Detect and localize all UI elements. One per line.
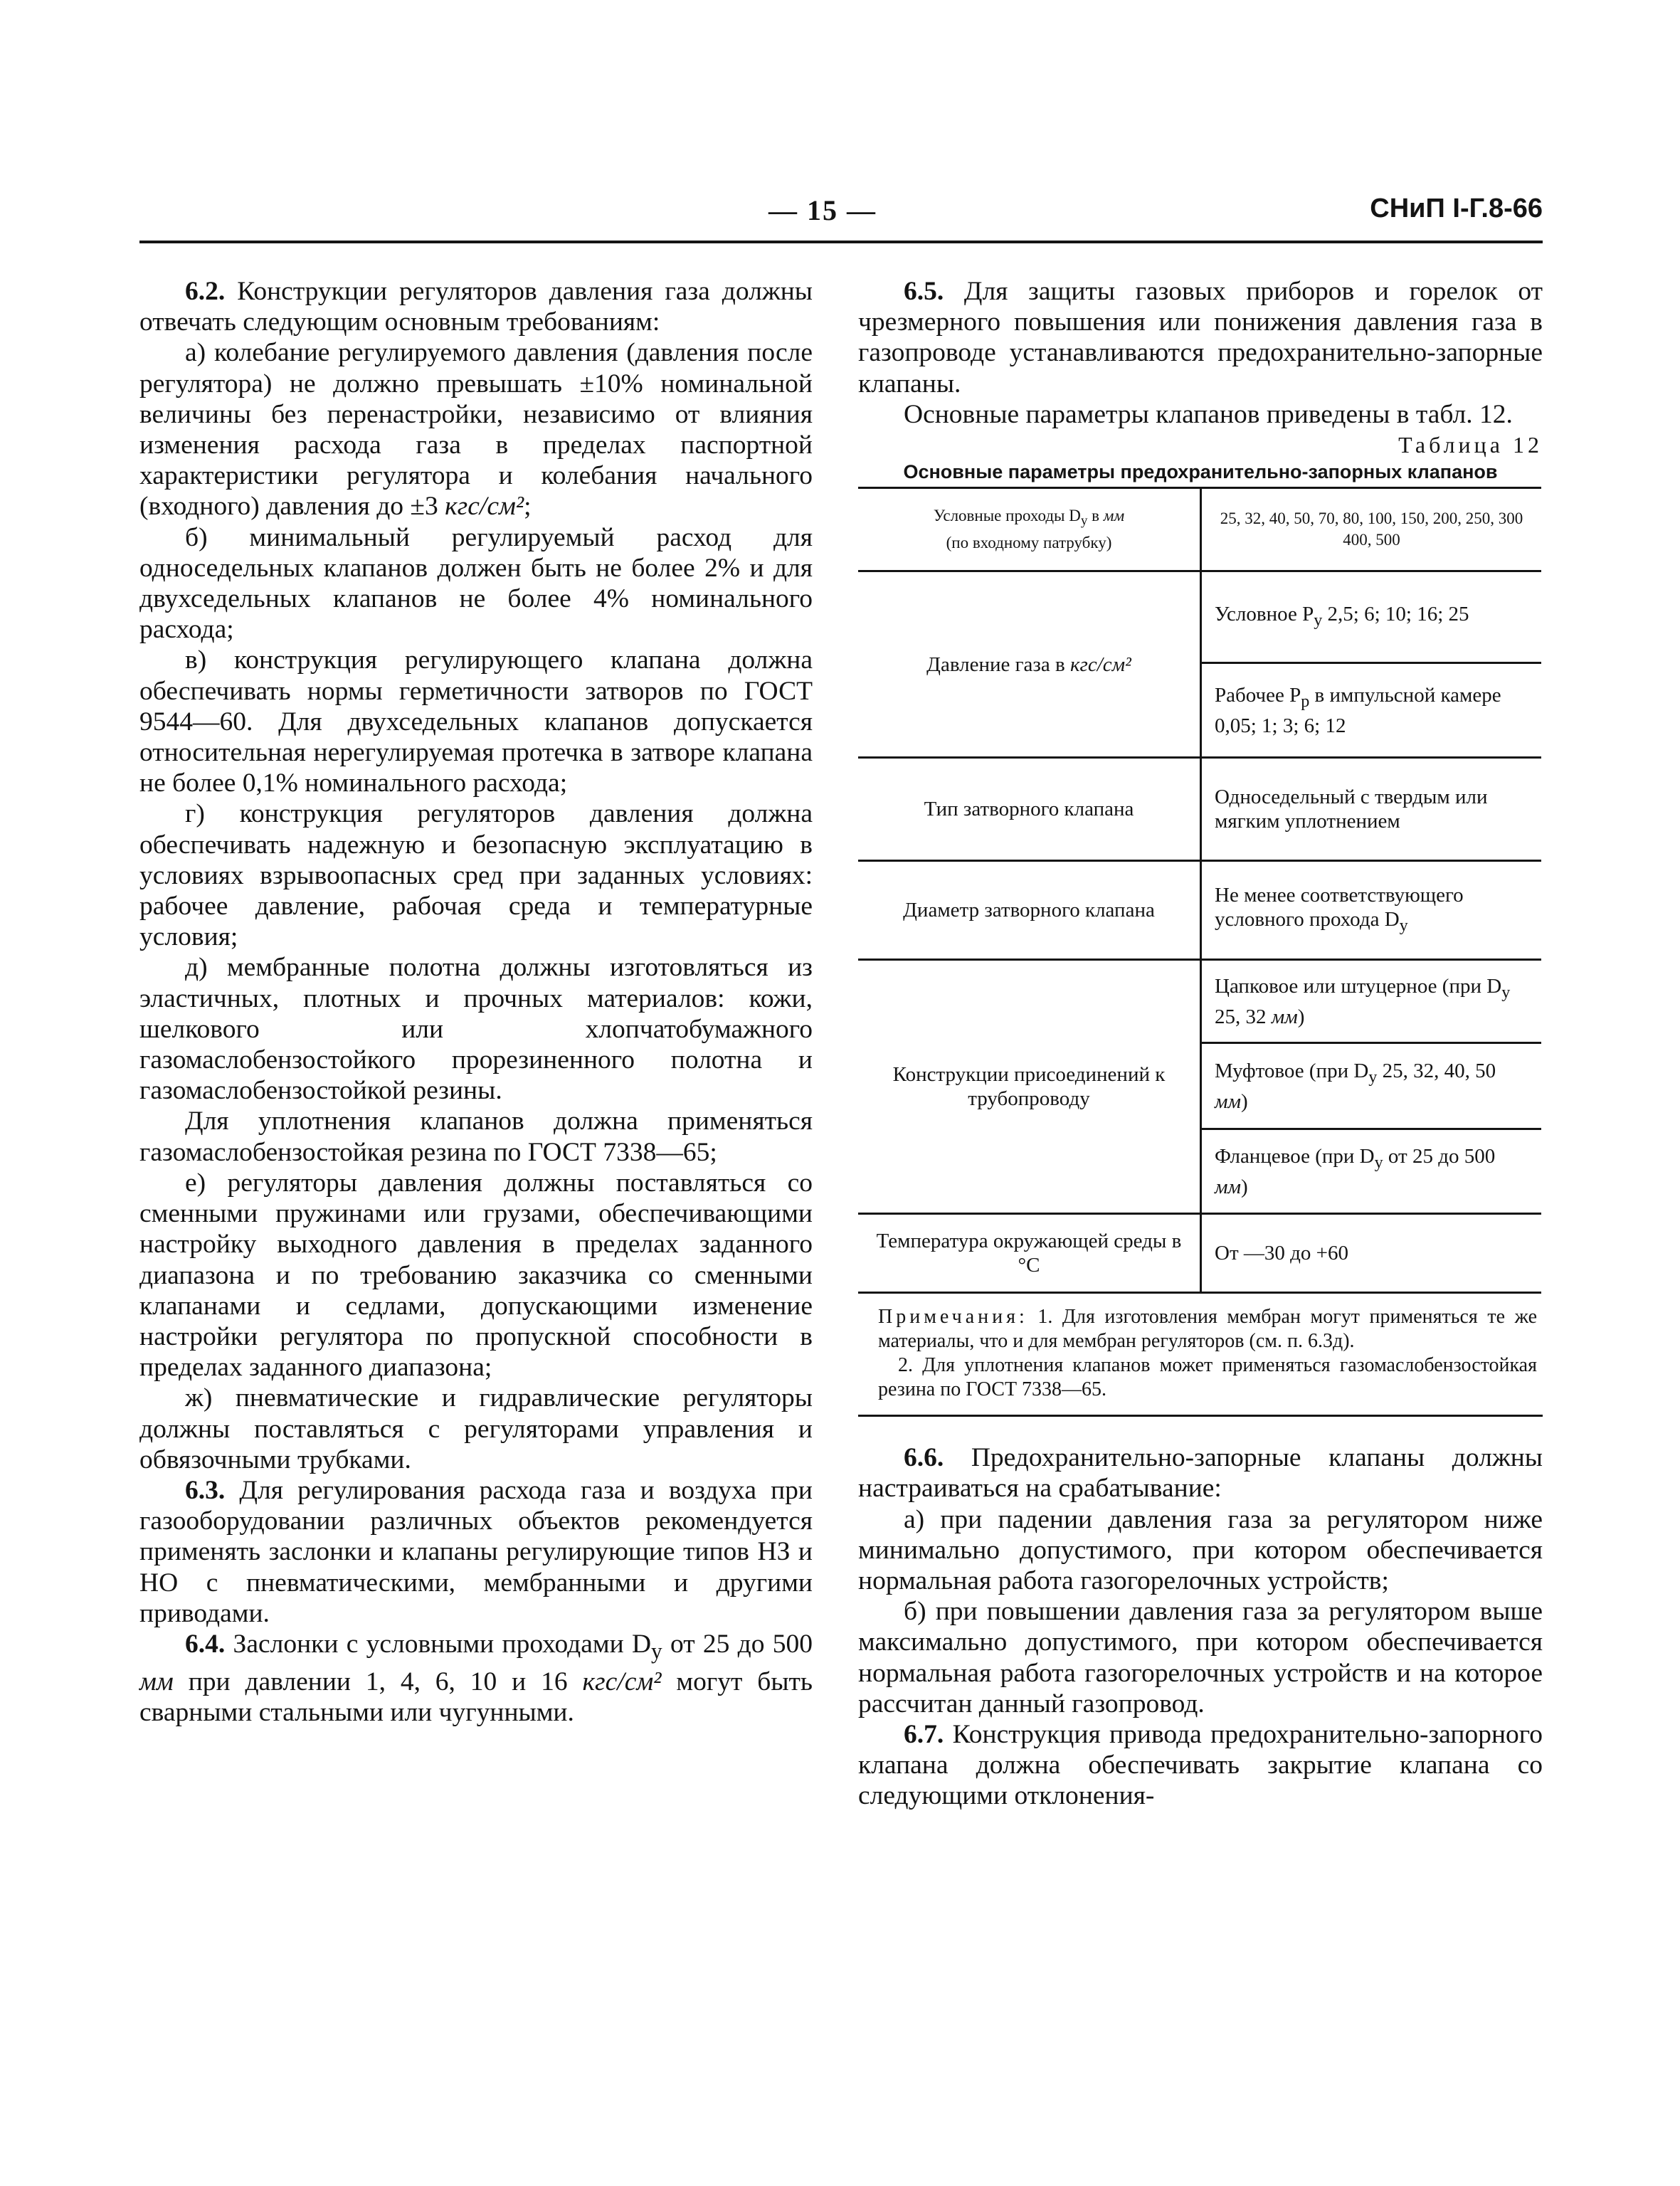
clause-6-5: 6.5. Для защиты газовых приборов и горелок от чрезмерного повышения или понижения давления газа в газопроводе устанавливаются предохранительно-запорные клапаны.	[858, 277, 1543, 398]
table-cell-label: Диаметр затворного клапана	[858, 861, 1201, 960]
table-cell-label: Условные проходы $D_у$ в мм (по входному патрубку)	[858, 488, 1201, 571]
clause-6-2-d: д) мембранные полотна должны изготовляться из эластичных, плотных и прочных материалов: кожи, шелкового или хлопчатобумажного газомаслобензостойкого прорезиненного полотна и газомаслобензостойкой резины.	[139, 953, 813, 1106]
table-cell-label: Температура окружающей среды в °С	[858, 1214, 1201, 1293]
table-row	[858, 960, 1541, 1043]
parameters-table	[858, 487, 1541, 1294]
table-cell-value: 25, 32, 40, 50, 70, 80, 100, 150, 200, 250, 300 400, 500	[1201, 488, 1542, 571]
clause-6-2-v: в) конструкция регулирующего клапана должна обеспечивать нормы герметичности затворов по ГОСТ 9544—60. Для двухседельных клапанов допускается относительная нерегулируемая протечка в затворе клапана не более 0,1% номинального расхода;	[139, 645, 813, 798]
clause-6-6: 6.6. Предохранительно-запорные клапаны должны настраиваться на срабатывание:	[858, 1443, 1543, 1504]
header-rule	[139, 241, 1543, 243]
clause-6-6-b: б) при повышении давления газа за регулятором выше максимально допустимого, при котором обеспечивается нормальная работа газогорелочных устройств и на которое рассчитан данный газопровод.	[858, 1597, 1543, 1718]
table-cell-value: Фланцевое (при $D_у$ от 25 до 500 мм)	[1201, 1129, 1542, 1214]
page-number: — 15 —	[768, 194, 877, 226]
clause-6-2-g: г) конструкция регуляторов давления должна обеспечивать надежную и безопасную эксплуатацию в условиях взрывоопасных сред при заданных условиях: рабочее давление, рабочая среда и температурные условия;	[139, 799, 813, 952]
right-column	[858, 276, 1543, 1812]
clause-6-5-ref: Основные параметры клапанов приведены в табл. 12.	[904, 399, 1513, 429]
table-cell-value: Цапковое или штуцерное (при $D_у$ 25, 32 мм)	[1201, 960, 1542, 1043]
note-1: 1. Для изготовления мембран могут применяться те же материалы, что и для мембран регуляторов (см. п. 6.3д).	[878, 1306, 1537, 1353]
table-title: Основные параметры предохранительно-запорных клапанов	[903, 461, 1498, 483]
table-cell-label: Тип затворного клапана	[858, 758, 1201, 861]
table-cell-value: Рабочее $P_р$ в импульсной камере 0,05; 1; 3; 6; 12	[1201, 663, 1542, 758]
table-row	[858, 758, 1541, 861]
table-row	[858, 861, 1541, 960]
clause-6-6-a: а) при падении давления газа за регулятором ниже минимально допустимого, при котором обеспечивается нормальная работа газогорелочных устройств;	[858, 1504, 1543, 1596]
table-row	[858, 1214, 1541, 1293]
table-cell-value: Муфтовое (при $D_у$ 25, 32, 40, 50 мм)	[1201, 1043, 1542, 1129]
table-cell-value: Односедельный с твердым или мягким уплотнением	[1201, 758, 1542, 861]
clause-6-2-b: б) минимальный регулируемый расход для односедельных клапанов должен быть не более 2% и для двухседельных клапанов не более 4% номинального расхода;	[139, 522, 813, 645]
table-notes	[858, 1294, 1543, 1417]
table-cell-value: От —30 до +60	[1201, 1214, 1542, 1293]
clause-6-2-e: е) регуляторы давления должны поставляться со сменными пружинами или грузами, обеспечивающими настройку выходного давления в пределах заданного диапазона и по требованию заказчика со сменными клапанами и седлами, допускающими изменение настройки регулятора по пропускной способности в пределах заданного диапазона;	[139, 1168, 813, 1383]
notes-label: Примечания:	[878, 1306, 1028, 1329]
table-cell-label: Конструкции присоединений к трубопроводу	[858, 960, 1201, 1214]
clause-6-4: 6.4. Заслонки с условными проходами $D_у$ от 25 до 500 мм при давлении 1, 4, 6, 10 и 16 кгс/см² могут быть сварными стальными или чугунными.	[139, 1629, 813, 1727]
table-row	[858, 571, 1541, 663]
note-2: 2. Для уплотнения клапанов может применяться газомаслобензостойкая резина по ГОСТ 7338—65.	[878, 1354, 1537, 1401]
table-cell-value: Условное $P_у$ 2,5; 6; 10; 16; 25	[1201, 571, 1542, 663]
document-code: СНиП I-Г.8-66	[1370, 194, 1543, 223]
clause-6-2-zh: ж) пневматические и гидравлические регуляторы должны поставляться с регуляторами управления и обвязочными трубками.	[139, 1383, 813, 1474]
clause-6-2-seal: Для уплотнения клапанов должна применяться газомаслобензостойкая резина по ГОСТ 7338—65;	[139, 1107, 813, 1167]
clause-6-7: 6.7. Конструкция привода предохранительно-запорного клапана должна обеспечивать закрытие клапана со следующими отклонения-	[858, 1720, 1543, 1811]
table-row	[858, 488, 1541, 571]
table-label: Таблица 12	[1398, 432, 1543, 458]
page-header	[139, 194, 1543, 238]
clause-6-3: 6.3. Для регулирования расхода газа и воздуха при газооборудовании различных объектов рекомендуется применять заслонки и клапаны регулирующие типов НЗ и НО с пневматическими, мембранными и другими приводами.	[139, 1475, 813, 1628]
left-column	[139, 276, 813, 1728]
clause-6-2-a: а) колебание регулируемого давления (давления после регулятора) не должно превышать ±10% номинальной величины без перенастройки, независимо от влияния изменения расхода газа в пределах паспортной характеристики регулятора и колебания начального (входного) давления до ±3 кгс/см²;	[139, 338, 813, 522]
table-cell-label: Давление газа в кгс/см²	[858, 571, 1201, 758]
clause-6-2: 6.2. Конструкции регуляторов давления газа должны отвечать следующим основным требованиям:	[139, 277, 813, 337]
table-cell-value: Не менее соответствующего условного прохода $D_у$	[1201, 861, 1542, 960]
